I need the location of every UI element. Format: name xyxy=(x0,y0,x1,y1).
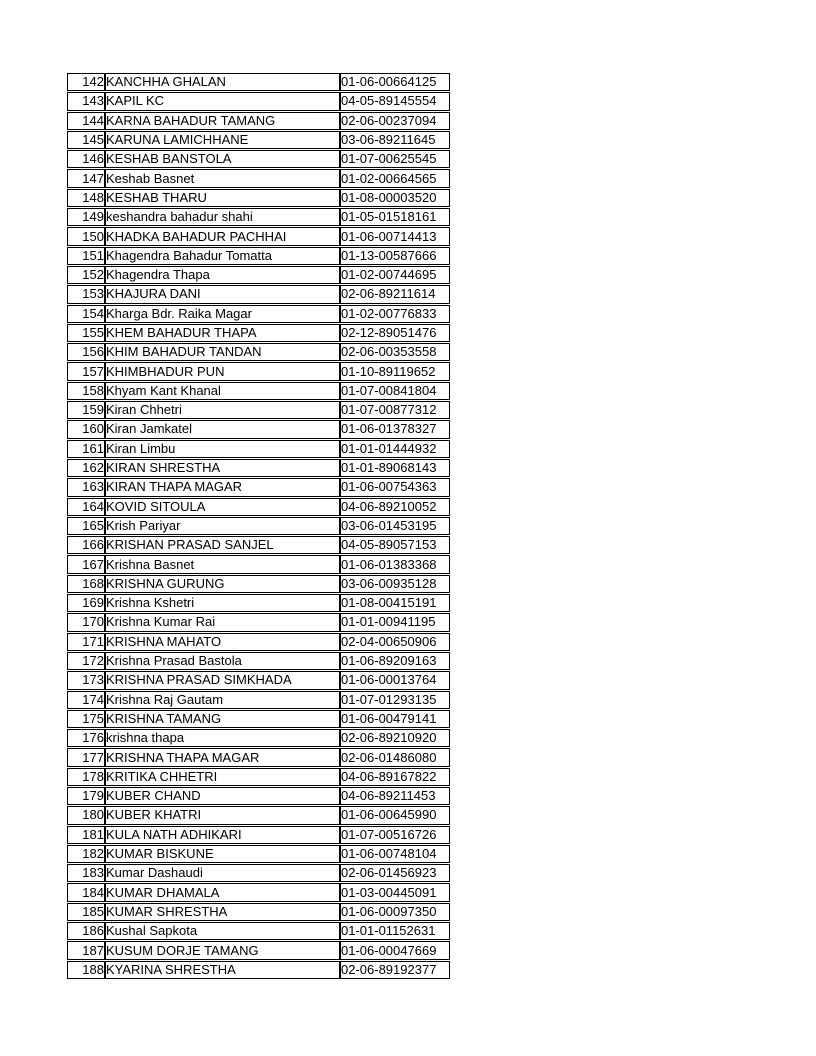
id-number-cell: 02-06-00353558 xyxy=(340,343,450,361)
name-cell: KUSUM DORJE TAMANG xyxy=(105,941,340,959)
name-cell: KUMAR BISKUNE xyxy=(105,845,340,863)
table-row xyxy=(67,382,450,400)
id-number-cell: 01-05-01518161 xyxy=(340,208,450,226)
name-cell: KUBER KHATRI xyxy=(105,806,340,824)
row-number-cell: 161 xyxy=(67,440,105,458)
table-row xyxy=(67,903,450,921)
row-number-cell: 187 xyxy=(67,941,105,959)
table-row xyxy=(67,594,450,612)
table-row xyxy=(67,806,450,824)
row-number-cell: 162 xyxy=(67,459,105,477)
row-number-cell: 160 xyxy=(67,420,105,438)
id-number-cell: 01-13-00587666 xyxy=(340,247,450,265)
name-cell: KRISHNA THAPA MAGAR xyxy=(105,748,340,766)
row-number-cell: 143 xyxy=(67,92,105,110)
roster-table xyxy=(67,72,450,980)
table-row xyxy=(67,247,450,265)
id-number-cell: 03-06-01453195 xyxy=(340,517,450,535)
name-cell: KRISHNA PRASAD SIMKHADA xyxy=(105,671,340,689)
row-number-cell: 154 xyxy=(67,305,105,323)
table-row xyxy=(67,478,450,496)
name-cell: KHEM BAHADUR THAPA xyxy=(105,324,340,342)
name-cell: KRITIKA CHHETRI xyxy=(105,768,340,786)
name-cell: Krishna Raj Gautam xyxy=(105,691,340,709)
table-row xyxy=(67,555,450,573)
id-number-cell: 01-06-00479141 xyxy=(340,710,450,728)
name-cell: Krish Pariyar xyxy=(105,517,340,535)
id-number-cell: 01-01-00941195 xyxy=(340,613,450,631)
table-row xyxy=(67,845,450,863)
name-cell: Kiran Limbu xyxy=(105,440,340,458)
table-row xyxy=(67,536,450,554)
row-number-cell: 149 xyxy=(67,208,105,226)
table-row xyxy=(67,189,450,207)
table-row xyxy=(67,691,450,709)
name-cell: Kiran Chhetri xyxy=(105,401,340,419)
row-number-cell: 153 xyxy=(67,285,105,303)
name-cell: Kushal Sapkota xyxy=(105,922,340,940)
row-number-cell: 178 xyxy=(67,768,105,786)
row-number-cell: 150 xyxy=(67,227,105,245)
row-number-cell: 148 xyxy=(67,189,105,207)
row-number-cell: 168 xyxy=(67,575,105,593)
id-number-cell: 01-06-01383368 xyxy=(340,555,450,573)
id-number-cell: 01-07-00516726 xyxy=(340,826,450,844)
table-row xyxy=(67,208,450,226)
row-number-cell: 142 xyxy=(67,73,105,91)
row-number-cell: 181 xyxy=(67,826,105,844)
row-number-cell: 164 xyxy=(67,498,105,516)
id-number-cell: 02-12-89051476 xyxy=(340,324,450,342)
table-row xyxy=(67,266,450,284)
row-number-cell: 186 xyxy=(67,922,105,940)
name-cell: KOVID SITOULA xyxy=(105,498,340,516)
row-number-cell: 151 xyxy=(67,247,105,265)
table-row xyxy=(67,150,450,168)
row-number-cell: 167 xyxy=(67,555,105,573)
id-number-cell: 02-04-00650906 xyxy=(340,633,450,651)
id-number-cell: 01-02-00776833 xyxy=(340,305,450,323)
table-row xyxy=(67,112,450,130)
row-number-cell: 163 xyxy=(67,478,105,496)
id-number-cell: 01-07-00877312 xyxy=(340,401,450,419)
id-number-cell: 01-08-00003520 xyxy=(340,189,450,207)
name-cell: KUMAR SHRESTHA xyxy=(105,903,340,921)
row-number-cell: 171 xyxy=(67,633,105,651)
name-cell: Keshab Basnet xyxy=(105,169,340,187)
table-row xyxy=(67,73,450,91)
name-cell: Khyam Kant Khanal xyxy=(105,382,340,400)
table-row xyxy=(67,941,450,959)
table-row xyxy=(67,440,450,458)
id-number-cell: 04-06-89167822 xyxy=(340,768,450,786)
id-number-cell: 01-06-00097350 xyxy=(340,903,450,921)
id-number-cell: 04-06-89210052 xyxy=(340,498,450,516)
name-cell: KESHAB THARU xyxy=(105,189,340,207)
row-number-cell: 183 xyxy=(67,864,105,882)
table-row xyxy=(67,517,450,535)
name-cell: Krishna Prasad Bastola xyxy=(105,652,340,670)
row-number-cell: 179 xyxy=(67,787,105,805)
id-number-cell: 01-06-00754363 xyxy=(340,478,450,496)
id-number-cell: 01-06-00013764 xyxy=(340,671,450,689)
name-cell: KRISHNA MAHATO xyxy=(105,633,340,651)
row-number-cell: 169 xyxy=(67,594,105,612)
table-row xyxy=(67,864,450,882)
table-row xyxy=(67,883,450,901)
row-number-cell: 145 xyxy=(67,131,105,149)
table-row xyxy=(67,748,450,766)
table-row xyxy=(67,710,450,728)
row-number-cell: 177 xyxy=(67,748,105,766)
row-number-cell: 158 xyxy=(67,382,105,400)
id-number-cell: 01-07-01293135 xyxy=(340,691,450,709)
id-number-cell: 01-02-00744695 xyxy=(340,266,450,284)
name-cell: KHADKA BAHADUR PACHHAI xyxy=(105,227,340,245)
row-number-cell: 174 xyxy=(67,691,105,709)
table-row xyxy=(67,671,450,689)
table-row xyxy=(67,131,450,149)
name-cell: KUMAR DHAMALA xyxy=(105,883,340,901)
name-cell: Kharga Bdr. Raika Magar xyxy=(105,305,340,323)
name-cell: KIRAN SHRESTHA xyxy=(105,459,340,477)
name-cell: KULA NATH ADHIKARI xyxy=(105,826,340,844)
name-cell: keshandra bahadur shahi xyxy=(105,208,340,226)
table-row xyxy=(67,633,450,651)
name-cell: KHIMBHADUR PUN xyxy=(105,362,340,380)
name-cell: KUBER CHAND xyxy=(105,787,340,805)
name-cell: KANCHHA GHALAN xyxy=(105,73,340,91)
table-row xyxy=(67,227,450,245)
name-cell: Khagendra Thapa xyxy=(105,266,340,284)
row-number-cell: 188 xyxy=(67,961,105,979)
row-number-cell: 166 xyxy=(67,536,105,554)
table-row xyxy=(67,613,450,631)
name-cell: KHIM BAHADUR TANDAN xyxy=(105,343,340,361)
table-row xyxy=(67,729,450,747)
id-number-cell: 01-10-89119652 xyxy=(340,362,450,380)
row-number-cell: 176 xyxy=(67,729,105,747)
id-number-cell: 01-06-00748104 xyxy=(340,845,450,863)
table-row xyxy=(67,922,450,940)
id-number-cell: 04-05-89057153 xyxy=(340,536,450,554)
row-number-cell: 155 xyxy=(67,324,105,342)
id-number-cell: 02-06-01486080 xyxy=(340,748,450,766)
name-cell: KHAJURA DANI xyxy=(105,285,340,303)
table-row xyxy=(67,169,450,187)
table-row xyxy=(67,343,450,361)
name-cell: krishna thapa xyxy=(105,729,340,747)
table-row xyxy=(67,285,450,303)
name-cell: KARNA BAHADUR TAMANG xyxy=(105,112,340,130)
table-row xyxy=(67,498,450,516)
name-cell: KAPIL KC xyxy=(105,92,340,110)
row-number-cell: 175 xyxy=(67,710,105,728)
name-cell: Kiran Jamkatel xyxy=(105,420,340,438)
id-number-cell: 01-06-00047669 xyxy=(340,941,450,959)
id-number-cell: 01-07-00625545 xyxy=(340,150,450,168)
table-row xyxy=(67,768,450,786)
table-row xyxy=(67,401,450,419)
table-row xyxy=(67,787,450,805)
row-number-cell: 147 xyxy=(67,169,105,187)
row-number-cell: 165 xyxy=(67,517,105,535)
id-number-cell: 01-06-01378327 xyxy=(340,420,450,438)
name-cell: Khagendra Bahadur Tomatta xyxy=(105,247,340,265)
roster-table-body xyxy=(67,73,450,979)
name-cell: KRISHAN PRASAD SANJEL xyxy=(105,536,340,554)
name-cell: KARUNA LAMICHHANE xyxy=(105,131,340,149)
row-number-cell: 152 xyxy=(67,266,105,284)
id-number-cell: 02-06-89210920 xyxy=(340,729,450,747)
name-cell: Kumar Dashaudi xyxy=(105,864,340,882)
row-number-cell: 184 xyxy=(67,883,105,901)
id-number-cell: 01-06-00645990 xyxy=(340,806,450,824)
id-number-cell: 02-06-89192377 xyxy=(340,961,450,979)
id-number-cell: 04-06-89211453 xyxy=(340,787,450,805)
table-row xyxy=(67,420,450,438)
row-number-cell: 146 xyxy=(67,150,105,168)
table-row xyxy=(67,575,450,593)
id-number-cell: 02-06-01456923 xyxy=(340,864,450,882)
table-row xyxy=(67,652,450,670)
id-number-cell: 01-06-00714413 xyxy=(340,227,450,245)
table-row xyxy=(67,961,450,979)
id-number-cell: 03-06-00935128 xyxy=(340,575,450,593)
table-row xyxy=(67,92,450,110)
table-row xyxy=(67,305,450,323)
table-row xyxy=(67,362,450,380)
name-cell: KIRAN THAPA MAGAR xyxy=(105,478,340,496)
name-cell: KRISHNA GURUNG xyxy=(105,575,340,593)
id-number-cell: 01-08-00415191 xyxy=(340,594,450,612)
id-number-cell: 03-06-89211645 xyxy=(340,131,450,149)
id-number-cell: 04-05-89145554 xyxy=(340,92,450,110)
table-row xyxy=(67,324,450,342)
id-number-cell: 01-06-00664125 xyxy=(340,73,450,91)
row-number-cell: 180 xyxy=(67,806,105,824)
id-number-cell: 02-06-89211614 xyxy=(340,285,450,303)
row-number-cell: 159 xyxy=(67,401,105,419)
row-number-cell: 182 xyxy=(67,845,105,863)
row-number-cell: 144 xyxy=(67,112,105,130)
table-row xyxy=(67,826,450,844)
roster-sheet xyxy=(67,72,450,980)
row-number-cell: 172 xyxy=(67,652,105,670)
id-number-cell: 02-06-00237094 xyxy=(340,112,450,130)
id-number-cell: 01-02-00664565 xyxy=(340,169,450,187)
id-number-cell: 01-01-01444932 xyxy=(340,440,450,458)
row-number-cell: 170 xyxy=(67,613,105,631)
id-number-cell: 01-06-89209163 xyxy=(340,652,450,670)
id-number-cell: 01-01-01152631 xyxy=(340,922,450,940)
name-cell: KESHAB BANSTOLA xyxy=(105,150,340,168)
row-number-cell: 157 xyxy=(67,362,105,380)
row-number-cell: 185 xyxy=(67,903,105,921)
name-cell: Krishna Kshetri xyxy=(105,594,340,612)
name-cell: KRISHNA TAMANG xyxy=(105,710,340,728)
name-cell: Krishna Kumar Rai xyxy=(105,613,340,631)
row-number-cell: 173 xyxy=(67,671,105,689)
id-number-cell: 01-07-00841804 xyxy=(340,382,450,400)
row-number-cell: 156 xyxy=(67,343,105,361)
name-cell: Krishna Basnet xyxy=(105,555,340,573)
id-number-cell: 01-01-89068143 xyxy=(340,459,450,477)
name-cell: KYARINA SHRESTHA xyxy=(105,961,340,979)
id-number-cell: 01-03-00445091 xyxy=(340,883,450,901)
table-row xyxy=(67,459,450,477)
